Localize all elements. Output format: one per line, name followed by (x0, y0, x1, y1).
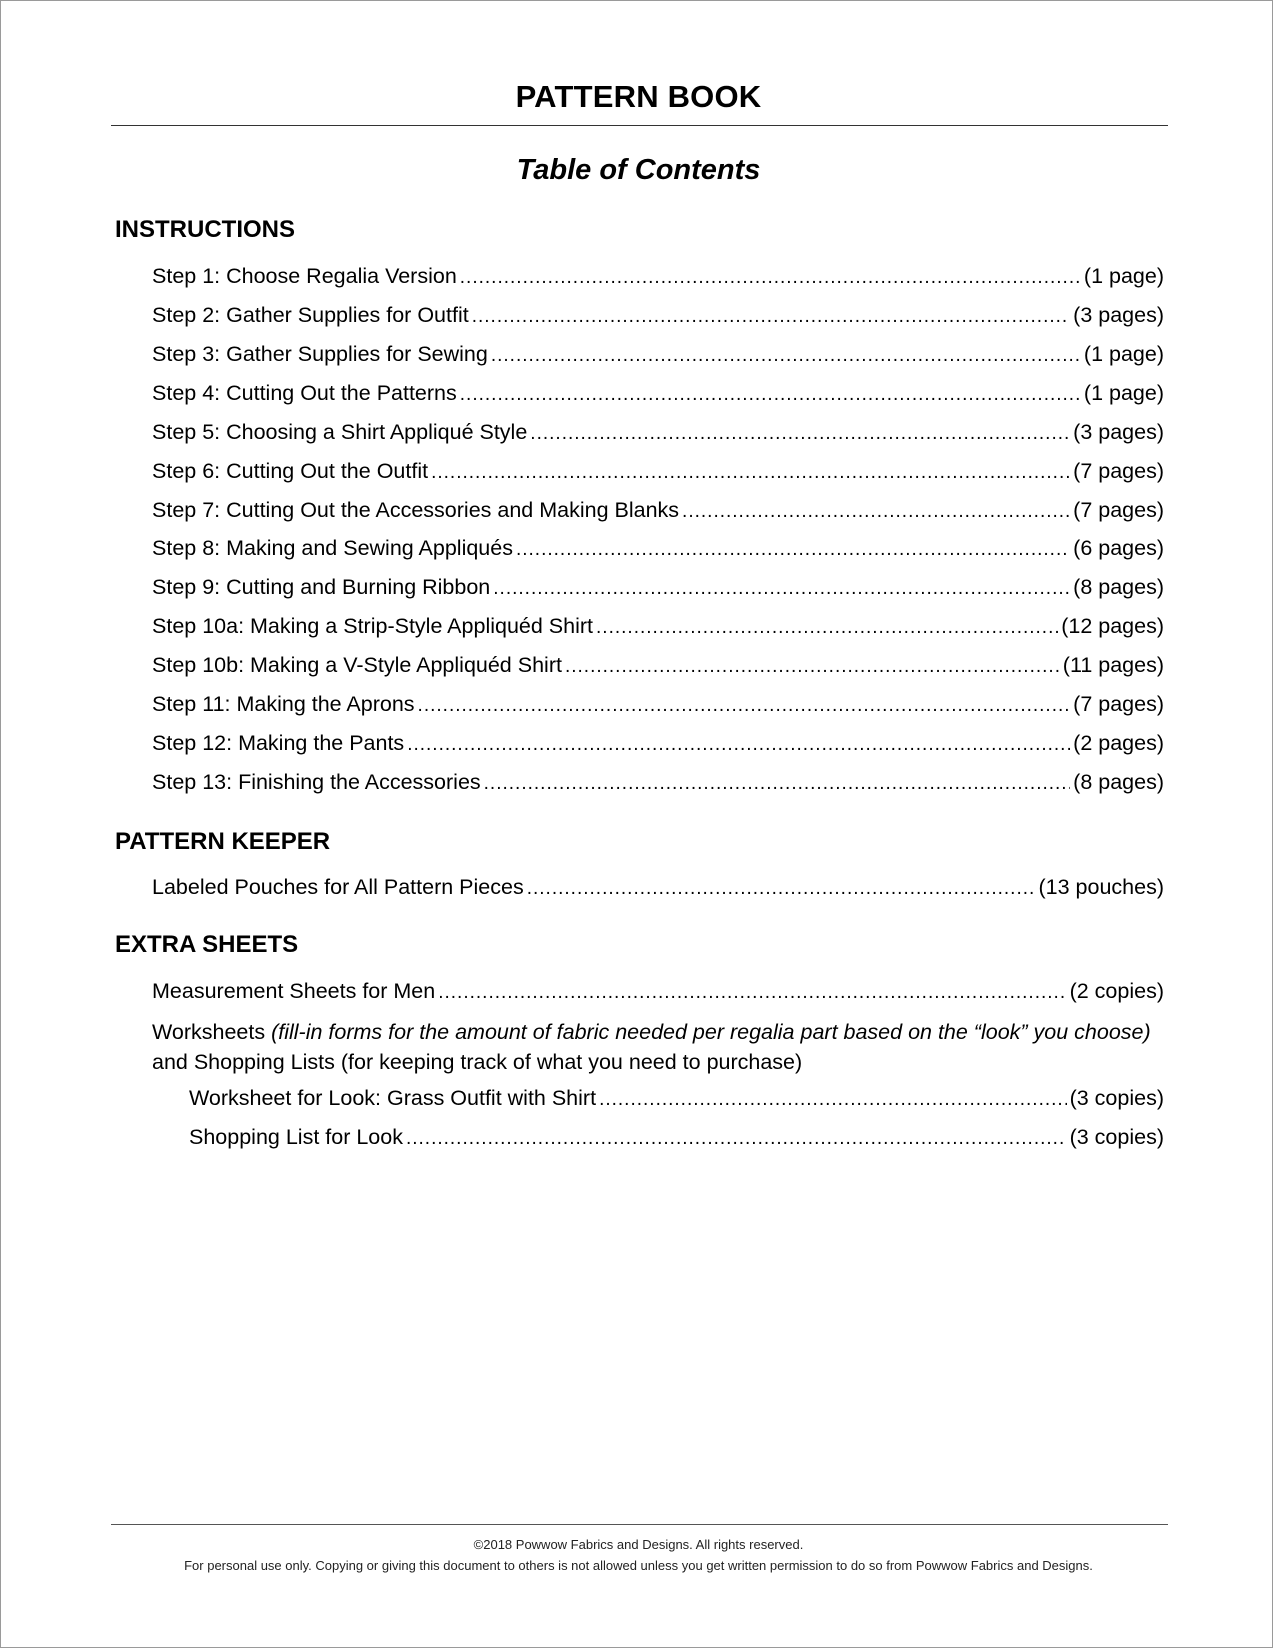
toc-entry-label: Labeled Pouches for All Pattern Pieces (152, 875, 524, 899)
leader-dots (527, 878, 1036, 900)
toc-entry (152, 264, 1164, 294)
toc-entry (152, 575, 1164, 605)
leader-dots (418, 695, 1071, 717)
leader-dots (491, 345, 1081, 367)
toc-entry-count: (3 copies) (1069, 1125, 1164, 1149)
toc-entry-label: Step 6: Cutting Out the Outfit (152, 459, 429, 483)
leader-dots (472, 306, 1070, 328)
toc-entry-count: (2 pages) (1073, 731, 1164, 755)
footer-copyright: ©2018 Powwow Fabrics and Designs. All rights reserved. (473, 1537, 804, 1552)
leader-dots (516, 539, 1070, 561)
toc-entry-count: (8 pages) (1073, 575, 1164, 599)
toc-entry-count: (7 pages) (1073, 498, 1164, 522)
toc-entry-count: (11 pages) (1062, 653, 1164, 677)
toc-entry (152, 420, 1164, 450)
worksheets-tail: and Shopping Lists (for keeping track of what you need to purchase) (152, 1050, 803, 1074)
worksheets-italic-note: (fill-in forms for the amount of fabric needed per regalia part based on the “look” you choose) (271, 1020, 1151, 1044)
toc-entry-label: Step 7: Cutting Out the Accessories and Making Blanks (152, 498, 680, 522)
toc-entry-count: (3 pages) (1073, 303, 1164, 327)
toc-entry (152, 875, 1164, 905)
toc-entry-count: (12 pages) (1061, 614, 1164, 638)
toc-entry-label: Step 4: Cutting Out the Patterns (152, 381, 457, 405)
toc-entry (152, 459, 1164, 489)
toc-entry (152, 979, 1164, 1009)
toc-entry-label: Shopping List for Look (189, 1125, 403, 1149)
footer-notice: For personal use only. Copying or giving this document to others is not allowed unless you get written permission to do so from Powwow Fabrics and Designs. (184, 1558, 1093, 1573)
toc-entry-label: Step 8: Making and Sewing Appliqués (152, 536, 513, 560)
worksheets-description (152, 1017, 1152, 1077)
toc-entry (152, 303, 1164, 333)
toc-entry-label: Step 5: Choosing a Shirt Appliqué Style (152, 420, 528, 444)
leader-dots (460, 267, 1081, 289)
toc-entry (152, 498, 1164, 528)
toc-entry (152, 381, 1164, 411)
toc-entry-label: Worksheet for Look: Grass Outfit with Shirt (189, 1086, 597, 1110)
toc-entry (152, 536, 1164, 566)
leader-dots (530, 423, 1070, 445)
leader-dots (493, 578, 1070, 600)
toc-entry-label: Step 3: Gather Supplies for Sewing (152, 342, 488, 366)
toc-subentry (189, 1086, 1164, 1116)
footer-divider (111, 1524, 1168, 1525)
toc-title: Table of Contents (516, 154, 761, 186)
leader-dots (682, 501, 1070, 523)
toc-entry-count: (3 pages) (1073, 420, 1164, 444)
toc-entry-count: (7 pages) (1073, 459, 1164, 483)
leader-dots (406, 1128, 1067, 1150)
toc-entry-count: (1 page) (1083, 264, 1164, 288)
leader-dots (565, 656, 1060, 678)
worksheets-lead: Worksheets (152, 1020, 272, 1044)
leader-dots (460, 384, 1081, 406)
toc-subentry (189, 1125, 1164, 1155)
toc-entry-label: Step 13: Finishing the Accessories (152, 770, 481, 794)
title-divider (111, 125, 1168, 126)
leader-dots (407, 734, 1070, 756)
toc-entry-label: Step 10b: Making a V-Style Appliquéd Shirt (152, 653, 562, 677)
toc-entry (152, 770, 1164, 800)
toc-entry (152, 692, 1164, 722)
toc-entry (152, 342, 1164, 372)
section-heading-instructions: INSTRUCTIONS (115, 216, 295, 243)
toc-entry-count: (6 pages) (1073, 536, 1164, 560)
document-title: PATTERN BOOK (515, 79, 762, 114)
leader-dots (438, 982, 1066, 1004)
section-heading-extra-sheets: EXTRA SHEETS (115, 931, 299, 958)
toc-entry-count: (1 page) (1083, 381, 1164, 405)
toc-entry-count: (3 copies) (1069, 1086, 1164, 1110)
toc-entry-count: (7 pages) (1073, 692, 1164, 716)
toc-entry-label: Step 9: Cutting and Burning Ribbon (152, 575, 491, 599)
section-heading-pattern-keeper: PATTERN KEEPER (115, 828, 331, 855)
toc-entry-label: Step 12: Making the Pants (152, 731, 405, 755)
toc-entry-count: (13 pouches) (1038, 875, 1164, 899)
leader-dots (484, 773, 1071, 795)
toc-entry-count: (8 pages) (1073, 770, 1164, 794)
toc-entry-label: Step 11: Making the Aprons (152, 692, 415, 716)
toc-entry-label: Step 2: Gather Supplies for Outfit (152, 303, 469, 327)
toc-entry-label: Measurement Sheets for Men (152, 979, 436, 1003)
toc-entry-count: (1 page) (1083, 342, 1164, 366)
toc-entry (152, 731, 1164, 761)
toc-entry-label: Step 1: Choose Regalia Version (152, 264, 457, 288)
leader-dots (599, 1089, 1067, 1111)
toc-entry (152, 653, 1164, 683)
toc-entry-label: Step 10a: Making a Strip-Style Appliquéd Shirt (152, 614, 594, 638)
leader-dots (431, 462, 1070, 484)
toc-entry (152, 614, 1164, 644)
leader-dots (596, 617, 1058, 639)
toc-entry-count: (2 copies) (1069, 979, 1164, 1003)
